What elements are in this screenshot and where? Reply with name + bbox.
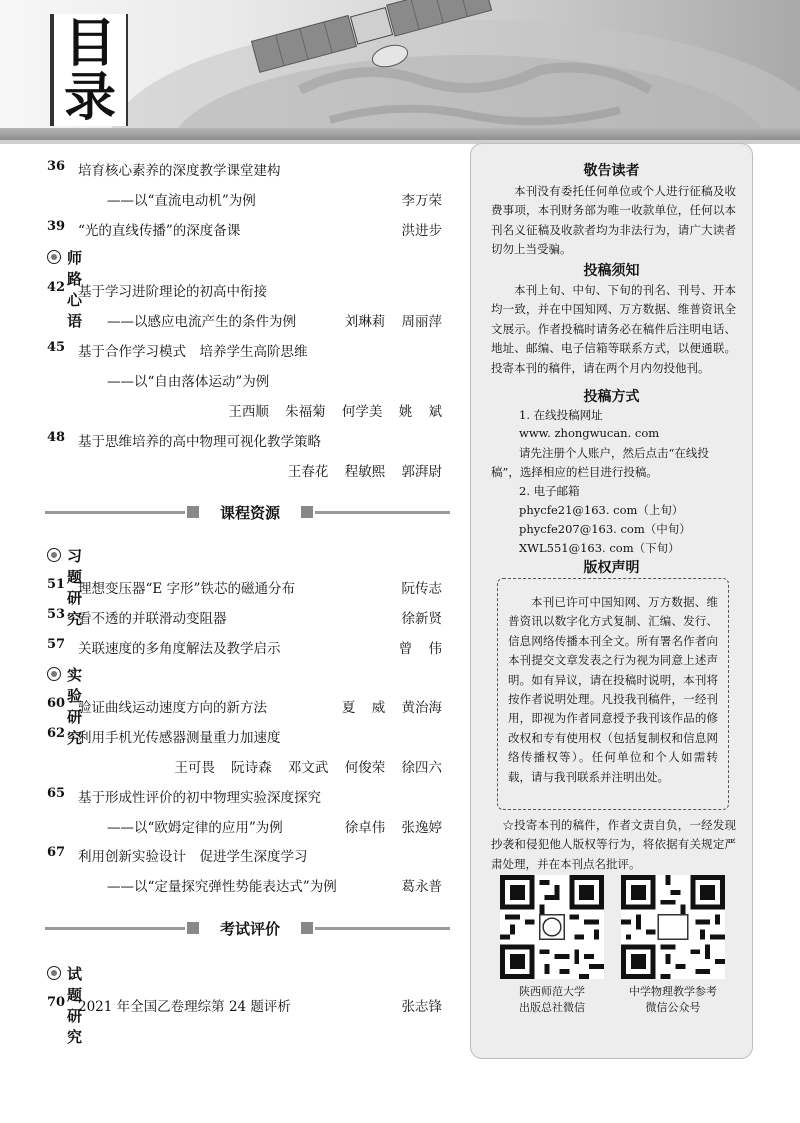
article-authors: 曾 伟 [398, 641, 442, 657]
title-char-1: 目 [63, 14, 116, 74]
square-icon [301, 922, 313, 934]
toc-article[interactable] [45, 427, 450, 453]
article-title: 培育核心素养的深度教学课堂建构 [78, 163, 281, 179]
method-line: 1. 在线投稿网址 [519, 408, 603, 422]
article-title: “光的直线传播”的深度备课 [78, 223, 241, 239]
page-number: 42 [47, 280, 66, 295]
qr-caption-wechat: 中学物理教学参考 微信公众号 [629, 985, 717, 1014]
square-icon [187, 922, 199, 934]
toc-article[interactable] [45, 337, 450, 363]
toc-article[interactable] [45, 216, 450, 242]
header-rule [0, 128, 800, 140]
article-authors: 王可畏 阮诗森 邓文武 何俊荣 徐四六 [174, 760, 442, 776]
notice-title: 敬告读者 [583, 163, 640, 179]
article-authors: 张志锋 [401, 999, 442, 1015]
article-authors: 李万荣 [401, 193, 442, 209]
article-authors: 洪进步 [401, 223, 442, 239]
toc-subtitle [45, 307, 450, 333]
article-title: 验证曲线运动速度方向的新方法 [78, 700, 267, 716]
article-title: 理想变压器“E 字形”铁芯的磁通分布 [78, 581, 295, 597]
article-title: 看不透的并联滑动变阻器 [78, 611, 227, 627]
notice-text: 本刊没有委托任何单位或个人进行征稿及收费事项，本刊财务部为唯一收款单位，任何以本刊名义征稿及收款者均为非法行为，请广大读者切勿上当受骗。 [491, 184, 736, 257]
toc-authors [45, 457, 450, 483]
email-link[interactable]: XWL551@163. com（下旬） [519, 541, 680, 555]
copyright-box [497, 578, 729, 810]
copyright-text: 本刊已许可中国知网、万方数据、维普资讯以数字化方式复制、汇编、发行、信息网络传播本刊全文。所有署名作者向本刊提交文章发表之行为视为同意上述声明。如有异议，请在投稿时说明，本刊将按作者说明处理。凡投我刊稿件，一经刊用，即视为作者同意授予我刊该作品的修改权和专有使用权（包括复制权和信息网络传播权等）。任何单位和个人如需转载，请与我刊联系并注明出处。 [508, 595, 718, 784]
toc-article[interactable] [45, 634, 450, 660]
submit-title: 投稿须知 [583, 263, 640, 279]
page-number: 60 [47, 696, 66, 711]
toc-article[interactable] [45, 783, 450, 809]
article-title: 基于合作学习模式 培养学生高阶思维 [78, 344, 308, 360]
article-subtitle: ——以感应电流产生的条件为例 [107, 314, 296, 330]
article-title: 基于学习进阶理论的初高中衔接 [78, 284, 267, 300]
toc-article[interactable] [45, 723, 450, 749]
article-authors: 夏 威 黄治海 [341, 700, 442, 716]
email-link[interactable]: phycfe21@163. com（上旬） [519, 503, 684, 517]
page-number: 70 [47, 995, 66, 1010]
article-title: 基于形成性评价的初中物理实验深度探究 [78, 790, 321, 806]
toc-article[interactable] [45, 574, 450, 600]
category-heading: 课程资源 [45, 500, 450, 524]
toc-article[interactable] [45, 693, 450, 719]
page-number: 39 [47, 219, 66, 234]
article-subtitle: ——以“自由落体运动”为例 [107, 374, 270, 390]
page-number: 62 [47, 726, 66, 741]
bullet-circle-icon [47, 667, 61, 681]
article-authors: 王西顺 朱福菊 何学美 姚 斌 [228, 404, 442, 420]
bullet-circle-icon [47, 966, 61, 980]
page-number: 65 [47, 786, 66, 801]
method-line: 2. 电子邮箱 [519, 484, 580, 498]
method-line: 稿”，选择相应的栏目进行投稿。 [491, 465, 658, 479]
page-number: 53 [47, 607, 66, 622]
submit-text: 本刊上旬、中旬、下旬的刊名、刊号、开本均一致，并在中国知网、万方数据、维普资讯全文展示。作者投稿时请务必在稿件后注明电话、地址、邮编、电子信箱等联系方式，以便通联。投寄本刊的稿件，请在两个月内勿投他刊。 [491, 283, 736, 375]
toc-subtitle [45, 186, 450, 212]
toc-article[interactable] [45, 156, 450, 182]
qr-code-publisher-icon[interactable] [500, 875, 604, 979]
email-link[interactable]: phycfe207@163. com（中旬） [519, 522, 691, 536]
article-authors: 葛永普 [401, 879, 442, 895]
page-number: 51 [47, 577, 66, 592]
article-authors: 王春花 程敏熙 郭湃尉 [287, 464, 442, 480]
toc-authors [45, 397, 450, 423]
article-subtitle: ——以“定量探究弹性势能表达式”为例 [107, 879, 337, 895]
article-title: 利用手机光传感器测量重力加速度 [78, 730, 281, 746]
toc-article[interactable] [45, 277, 450, 303]
toc-subtitle [45, 872, 450, 898]
toc-authors [45, 753, 450, 779]
qr-caption-publisher: 陕西师范大学 出版总社微信 [519, 985, 585, 1014]
page-number: 57 [47, 637, 66, 652]
info-panel [470, 143, 753, 1059]
page-number: 45 [47, 340, 66, 355]
bullet-circle-icon [47, 548, 61, 562]
method-line: 请先注册个人账户，然后点击“在线投 [519, 446, 709, 460]
title-char-2: 录 [63, 68, 116, 128]
method-title: 投稿方式 [583, 389, 640, 405]
square-icon [301, 506, 313, 518]
article-authors: 阮传志 [401, 581, 442, 597]
article-title: 基于思维培养的高中物理可视化教学策略 [78, 434, 321, 450]
article-title: 2021 年全国乙卷理综第 24 题评析 [78, 999, 291, 1015]
toc-article[interactable] [45, 842, 450, 868]
header-band [0, 0, 800, 140]
article-authors: 徐新贤 [401, 611, 442, 627]
bullet-circle-icon [47, 250, 61, 264]
warning-text: ☆投寄本刊的稿件，作者文责自负，一经发现抄袭和侵犯他人版权等行为，将依据有关规定严肃处理，并在本刊点名批评。 [491, 818, 736, 871]
toc-article[interactable] [45, 604, 450, 630]
article-authors: 徐卓伟 张逸婷 [344, 820, 442, 836]
article-title: 利用创新实验设计 促进学生深度学习 [78, 849, 308, 865]
page-number: 48 [47, 430, 66, 445]
toc-subtitle [45, 367, 450, 393]
page-title [50, 14, 128, 126]
copyright-title: 版权声明 [583, 560, 640, 576]
qr-code-wechat-icon[interactable] [621, 875, 725, 979]
square-icon [187, 506, 199, 518]
article-subtitle: ——以“欧姆定律的应用”为例 [107, 820, 283, 836]
submit-url-link[interactable]: www. zhongwucan. com [519, 426, 660, 440]
page-number: 67 [47, 845, 66, 860]
article-title: 关联速度的多角度解法及教学启示 [78, 641, 281, 657]
category-heading: 考试评价 [45, 916, 450, 940]
article-subtitle: ——以“直流电动机”为例 [107, 193, 256, 209]
toc-article[interactable] [45, 992, 450, 1018]
toc-subtitle [45, 813, 450, 839]
page-number: 36 [47, 159, 66, 174]
article-authors: 刘琳莉 周丽萍 [344, 314, 442, 330]
